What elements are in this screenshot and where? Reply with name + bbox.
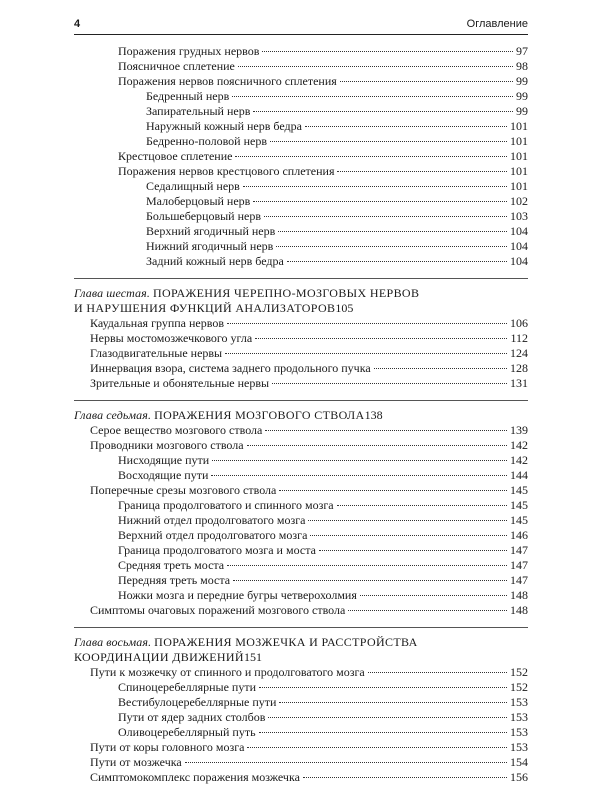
toc-section-entry <box>74 346 528 361</box>
dot-leader <box>262 51 513 52</box>
entry-page-number: 112 <box>510 331 528 345</box>
chapter-title-line <box>74 301 528 316</box>
toc-subsection-entry <box>74 498 528 513</box>
entry-title: Пути к мозжечку от спинного и продолговатого мозга <box>90 665 365 679</box>
chapter-title-continued: И НАРУШЕНИЯ ФУНКЦИЙ АНАЛИЗАТОРОВ <box>74 301 336 315</box>
chapter-prefix: Глава седьмая. <box>74 408 152 422</box>
dot-leader <box>227 565 507 566</box>
entry-page-number: 99 <box>516 104 528 118</box>
chapter-title-continued: КООРДИНАЦИИ ДВИЖЕНИЙ <box>74 650 244 664</box>
toc-section-entry <box>74 149 528 164</box>
dot-leader <box>287 261 507 262</box>
entry-page-number: 156 <box>510 770 528 784</box>
dot-leader <box>227 323 507 324</box>
entry-page-number: 147 <box>510 558 528 572</box>
toc-subsection-entry <box>74 179 528 194</box>
entry-page-number: 153 <box>510 695 528 709</box>
dot-leader <box>247 445 507 446</box>
entry-page-number: 101 <box>510 134 528 148</box>
toc-section-entry <box>74 665 528 680</box>
dot-leader <box>265 430 507 431</box>
entry-page-number: 153 <box>510 740 528 754</box>
chapter-title: ПОРАЖЕНИЯ МОЗЖЕЧКА И РАССТРОЙСТВА <box>154 635 418 649</box>
dot-leader <box>270 141 507 142</box>
toc-section-entry <box>74 376 528 391</box>
dot-leader <box>340 81 513 82</box>
chapter-page-number: 138 <box>364 408 383 422</box>
dot-leader <box>276 246 507 247</box>
entry-title: Граница продолговатого и спинного мозга <box>118 498 334 512</box>
toc-subsection-entry <box>74 558 528 573</box>
entry-page-number: 147 <box>510 543 528 557</box>
entry-page-number: 102 <box>510 194 528 208</box>
dot-leader <box>247 747 507 748</box>
entry-page-number: 145 <box>510 498 528 512</box>
chapter-page-number: 151 <box>243 650 262 664</box>
chapter-title-line <box>74 408 528 423</box>
toc-subsection-entry <box>74 695 528 710</box>
entry-title: Поперечные срезы мозгового ствола <box>90 483 277 497</box>
entry-page-number: 99 <box>516 89 528 103</box>
entry-title: Зрительные и обонятельные нервы <box>90 376 270 390</box>
entry-page-number: 97 <box>516 44 528 58</box>
entry-title: Пути от ядер задних столбов <box>118 710 266 724</box>
entry-page-number: 145 <box>510 483 528 497</box>
toc-subsection-entry <box>74 468 528 483</box>
entry-title: Наружный кожный нерв бедра <box>146 119 302 133</box>
toc-subsection-entry <box>74 209 528 224</box>
dot-leader <box>225 353 507 354</box>
entry-page-number: 144 <box>510 468 528 482</box>
entry-title: Иннервация взора, система заднего продольного пучка <box>90 361 371 375</box>
entry-title: Проводники мозгового ствола <box>90 438 244 452</box>
dot-leader <box>337 171 507 172</box>
chapter-prefix: Глава шестая. <box>74 286 150 300</box>
entry-title: Поражения грудных нервов <box>118 44 260 58</box>
dot-leader <box>303 777 507 778</box>
page-number: 4 <box>74 18 81 30</box>
dot-leader <box>259 687 507 688</box>
dot-leader <box>360 595 507 596</box>
toc-section-entry <box>74 44 528 59</box>
entry-title: Поясничное сплетение <box>118 59 235 73</box>
toc-subsection-entry <box>74 89 528 104</box>
dot-leader <box>308 520 507 521</box>
entry-title: Малоберцовый нерв <box>146 194 251 208</box>
entry-page-number: 147 <box>510 573 528 587</box>
entry-title: Бедренно-половой нерв <box>146 134 268 148</box>
entry-title: Нижний отдел продолговатого мозга <box>118 513 306 527</box>
entry-title: Крестцовое сплетение <box>118 149 233 163</box>
entry-title: Передняя треть моста <box>118 573 231 587</box>
entry-title: Верхний ягодичный нерв <box>146 224 276 238</box>
chapter-prefix: Глава восьмая. <box>74 635 152 649</box>
running-header <box>74 14 528 35</box>
dot-leader <box>279 702 507 703</box>
dot-leader <box>253 201 507 202</box>
dot-leader <box>305 126 507 127</box>
entry-title: Симптомокомплекс поражения мозжечка <box>90 770 300 784</box>
entry-title: Восходящие пути <box>118 468 209 482</box>
entry-title: Верхний отдел продолговатого мозга <box>118 528 308 542</box>
toc-section-entry <box>74 603 528 618</box>
entry-title: Пути от мозжечка <box>90 755 182 769</box>
entry-page-number: 148 <box>510 603 528 617</box>
dot-leader <box>233 580 507 581</box>
dot-leader <box>264 216 507 217</box>
dot-leader <box>374 368 507 369</box>
toc-section-entry <box>74 164 528 179</box>
toc-section-entry <box>74 316 528 331</box>
entry-title: Глазодвигательные нервы <box>90 346 223 360</box>
entry-title: Серое вещество мозгового ствола <box>90 423 263 437</box>
entry-title: Спиноцеребеллярные пути <box>118 680 257 694</box>
toc-section-entry <box>74 59 528 74</box>
entry-title: Вестибулоцеребеллярные пути <box>118 695 277 709</box>
chapter-title-line <box>74 286 528 301</box>
entry-page-number: 142 <box>510 438 528 452</box>
entry-title: Симптомы очаговых поражений мозгового ствола <box>90 603 346 617</box>
entry-page-number: 131 <box>510 376 528 390</box>
toc-section-entry <box>74 438 528 453</box>
toc-section-entry <box>74 740 528 755</box>
toc-section-entry <box>74 755 528 770</box>
toc-subsection-entry <box>74 588 528 603</box>
chapter-title-line <box>74 650 528 665</box>
dot-leader <box>268 717 507 718</box>
toc-subsection-entry <box>74 528 528 543</box>
entry-title: Бедренный нерв <box>146 89 230 103</box>
entry-page-number: 142 <box>510 453 528 467</box>
entry-page-number: 103 <box>510 209 528 223</box>
dot-leader <box>243 186 507 187</box>
entry-title: Граница продолговатого мозга и моста <box>118 543 316 557</box>
entry-page-number: 128 <box>510 361 528 375</box>
entry-page-number: 139 <box>510 423 528 437</box>
dot-leader <box>235 156 507 157</box>
entry-page-number: 152 <box>510 665 528 679</box>
toc-subsection-entry <box>74 680 528 695</box>
entry-title: Седалищный нерв <box>146 179 240 193</box>
toc-subsection-entry <box>74 119 528 134</box>
toc-subsection-entry <box>74 573 528 588</box>
dot-leader <box>238 66 513 67</box>
entry-title: Задний кожный нерв бедра <box>146 254 284 268</box>
entry-page-number: 101 <box>510 164 528 178</box>
entry-title: Нервы мостомозжечкового угла <box>90 331 253 345</box>
entry-title: Большеберцовый нерв <box>146 209 262 223</box>
toc-subsection-entry <box>74 239 528 254</box>
entry-page-number: 146 <box>510 528 528 542</box>
toc-section-entry <box>74 331 528 346</box>
entry-title: Поражения нервов поясничного сплетения <box>118 74 337 88</box>
dot-leader <box>319 550 507 551</box>
entry-title: Ножки мозга и передние бугры четверохолмия <box>118 588 357 602</box>
dot-leader <box>259 732 507 733</box>
entry-title: Запирательный нерв <box>146 104 251 118</box>
entry-page-number: 98 <box>516 59 528 73</box>
entry-page-number: 152 <box>510 680 528 694</box>
dot-leader <box>211 475 507 476</box>
toc-section-entry <box>74 361 528 376</box>
entry-page-number: 145 <box>510 513 528 527</box>
entry-page-number: 153 <box>510 725 528 739</box>
toc-section-entry <box>74 770 528 785</box>
toc-subsection-entry <box>74 710 528 725</box>
entry-page-number: 106 <box>510 316 528 330</box>
entry-title: Каудальная группа нервов <box>90 316 225 330</box>
chapter-block <box>74 627 528 785</box>
dot-leader <box>212 460 507 461</box>
toc-subsection-entry <box>74 194 528 209</box>
dot-leader <box>185 762 507 763</box>
chapter-title: ПОРАЖЕНИЯ МОЗГОВОГО СТВОЛА <box>154 408 365 422</box>
toc-subsection-entry <box>74 725 528 740</box>
dot-leader <box>278 231 507 232</box>
dot-leader <box>337 505 507 506</box>
toc-section-entry <box>74 423 528 438</box>
entry-title: Пути от коры головного мозга <box>90 740 245 754</box>
toc-section-entry <box>74 74 528 89</box>
entry-page-number: 101 <box>510 149 528 163</box>
toc-subsection-entry <box>74 453 528 468</box>
dot-leader <box>232 96 513 97</box>
dot-leader <box>253 111 513 112</box>
toc-subsection-entry <box>74 254 528 269</box>
entry-page-number: 99 <box>516 74 528 88</box>
entry-page-number: 104 <box>510 254 528 268</box>
chapter-page-number: 105 <box>335 301 354 315</box>
table-of-contents <box>74 44 528 785</box>
entry-page-number: 101 <box>510 179 528 193</box>
chapter-title-line <box>74 635 528 650</box>
toc-subsection-entry <box>74 513 528 528</box>
toc-subsection-entry <box>74 134 528 149</box>
entry-page-number: 104 <box>510 224 528 238</box>
chapter-title: ПОРАЖЕНИЯ ЧЕРЕПНО-МОЗГОВЫХ НЕРВОВ <box>152 286 420 300</box>
toc-section-entry <box>74 483 528 498</box>
chapter-block <box>74 400 528 618</box>
toc-subsection-entry <box>74 224 528 239</box>
dot-leader <box>255 338 507 339</box>
entry-page-number: 153 <box>510 710 528 724</box>
dot-leader <box>310 535 507 536</box>
dot-leader <box>368 672 507 673</box>
dot-leader <box>272 383 507 384</box>
entry-title: Средняя треть моста <box>118 558 225 572</box>
running-title: Оглавление <box>466 18 528 30</box>
entry-title: Нисходящие пути <box>118 453 210 467</box>
entry-page-number: 104 <box>510 239 528 253</box>
toc-subsection-entry <box>74 543 528 558</box>
dot-leader <box>348 610 507 611</box>
entry-title: Нижний ягодичный нерв <box>146 239 274 253</box>
chapter-block <box>74 278 528 391</box>
toc-subsection-entry <box>74 104 528 119</box>
entry-page-number: 154 <box>510 755 528 769</box>
entry-page-number: 148 <box>510 588 528 602</box>
entry-title: Оливоцеребеллярный путь <box>118 725 256 739</box>
entry-title: Поражения нервов крестцового сплетения <box>118 164 335 178</box>
entry-page-number: 124 <box>510 346 528 360</box>
entry-page-number: 101 <box>510 119 528 133</box>
dot-leader <box>279 490 507 491</box>
